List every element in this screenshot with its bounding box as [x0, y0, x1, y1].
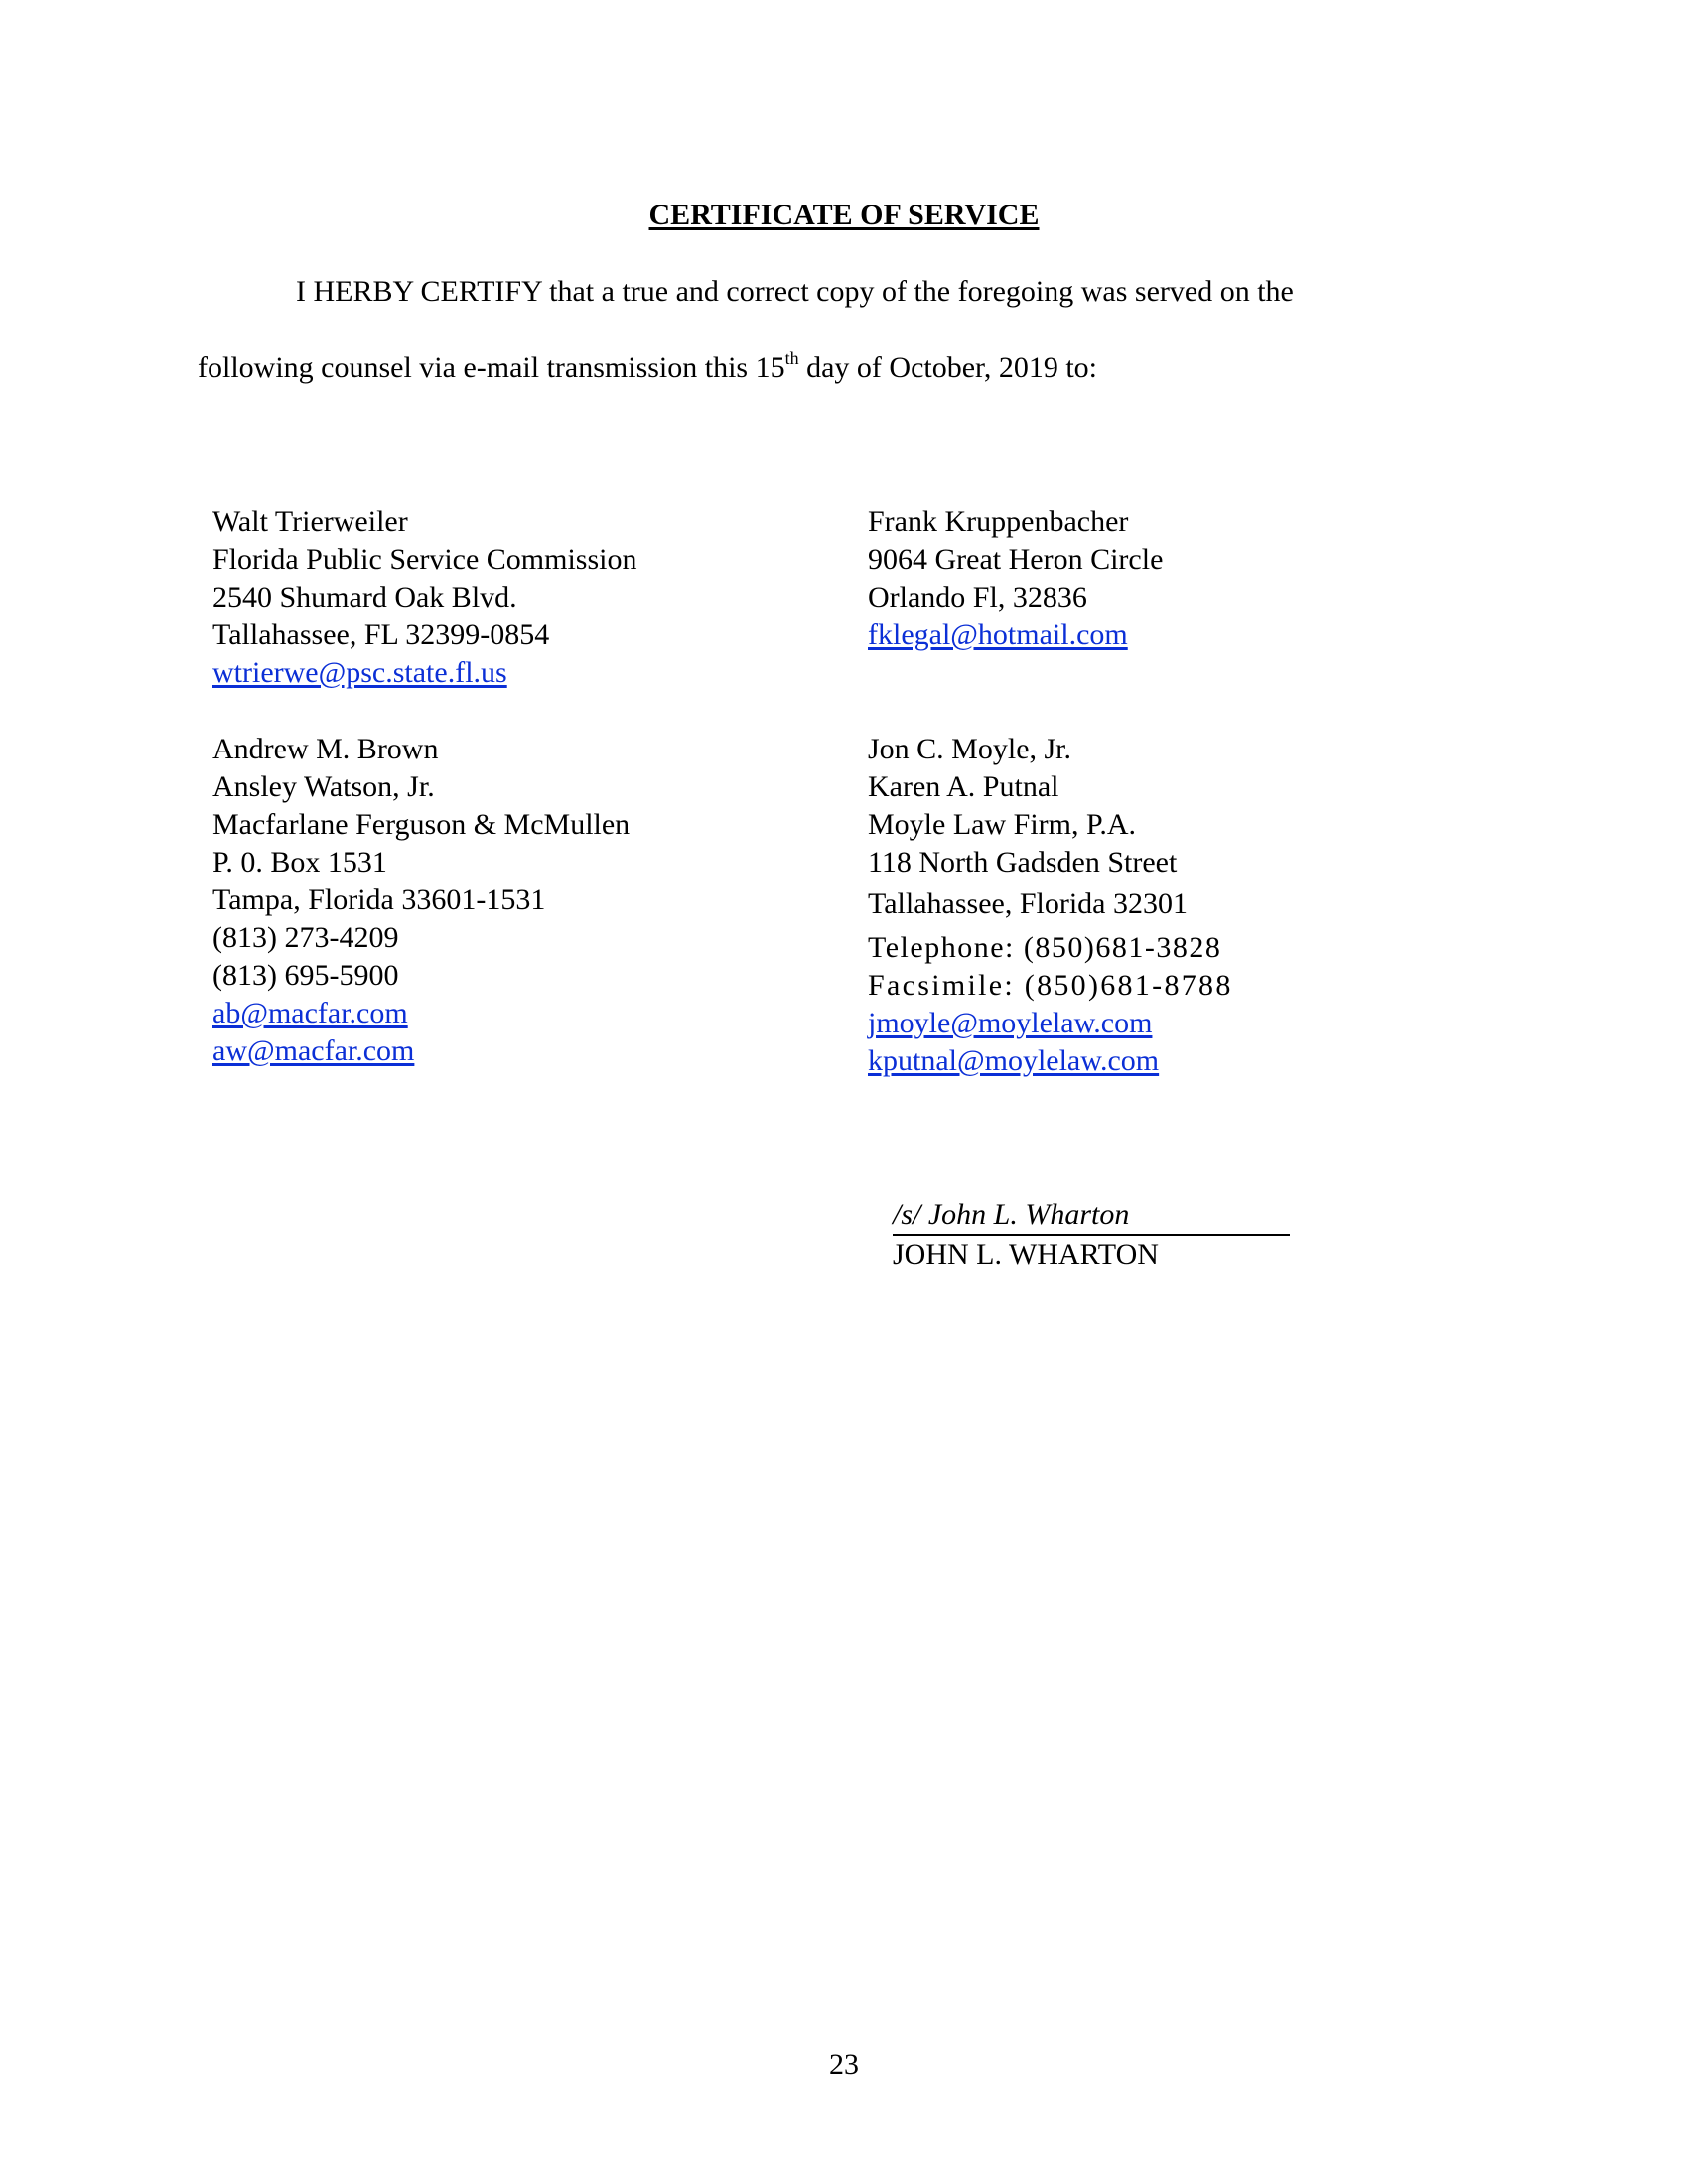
signature-line: /s/ John L. Wharton — [893, 1196, 1290, 1236]
page-number: 23 — [829, 2048, 859, 2081]
service-recipient-kruppenbacher — [868, 503, 1163, 654]
certification-text-part: day of October, 2019 to: — [798, 351, 1098, 384]
recipient-address-line: Tampa, Florida 33601-1531 — [212, 884, 546, 916]
recipient-phone: (813) 695-5900 — [212, 959, 399, 992]
service-recipient-moyle-putnal — [868, 731, 1233, 1080]
recipient-address-line: Tallahassee, FL 32399-0854 — [212, 618, 550, 651]
recipient-email-link[interactable]: fklegal@hotmail.com — [868, 618, 1128, 651]
recipient-email-link[interactable]: jmoyle@moylelaw.com — [868, 1007, 1153, 1039]
recipient-organization: Macfarlane Ferguson & McMullen — [212, 808, 631, 841]
certification-text-line-2 — [198, 348, 1098, 385]
recipient-email-link[interactable]: kputnal@moylelaw.com — [868, 1044, 1160, 1077]
recipient-email-link[interactable]: aw@macfar.com — [212, 1034, 415, 1067]
recipient-phone: (813) 273-4209 — [212, 921, 399, 954]
recipient-address-line: Orlando Fl, 32836 — [868, 581, 1087, 614]
recipient-facsimile: Facsimile: (850)681-8788 — [868, 969, 1233, 1002]
recipient-telephone: Telephone: (850)681-3828 — [868, 931, 1222, 964]
service-recipient-trierweiler — [212, 503, 637, 692]
service-recipient-brown-watson — [212, 731, 630, 1070]
certification-text-line-1: I HERBY CERTIFY that a true and correct copy of the foregoing was served on the — [296, 275, 1294, 308]
recipient-address-line: 2540 Shumard Oak Blvd. — [212, 581, 517, 614]
recipient-organization: Moyle Law Firm, P.A. — [868, 808, 1136, 841]
recipient-name: Ansley Watson, Jr. — [212, 770, 435, 803]
signer-printed-name: JOHN L. WHARTON — [893, 1238, 1159, 1271]
recipient-address-line: 9064 Great Heron Circle — [868, 543, 1164, 576]
recipient-email-link[interactable]: ab@macfar.com — [212, 997, 408, 1029]
certification-text-part: following counsel via e-mail transmission this 15 — [198, 351, 785, 384]
recipient-address-line: P. 0. Box 1531 — [212, 846, 387, 879]
recipient-email-link[interactable]: wtrierwe@psc.state.fl.us — [212, 656, 507, 689]
certificate-title: CERTIFICATE OF SERVICE — [648, 199, 1040, 231]
recipient-name: Walt Trierweiler — [212, 505, 408, 538]
recipient-organization: Florida Public Service Commission — [212, 543, 637, 576]
recipient-name: Jon C. Moyle, Jr. — [868, 733, 1072, 765]
ordinal-suffix: th — [784, 348, 799, 368]
recipient-name: Frank Kruppenbacher — [868, 505, 1129, 538]
recipient-address-line: Tallahassee, Florida 32301 — [868, 887, 1188, 920]
recipient-name: Andrew M. Brown — [212, 733, 439, 765]
recipient-name: Karen A. Putnal — [868, 770, 1059, 803]
recipient-address-line: 118 North Gadsden Street — [868, 846, 1178, 879]
